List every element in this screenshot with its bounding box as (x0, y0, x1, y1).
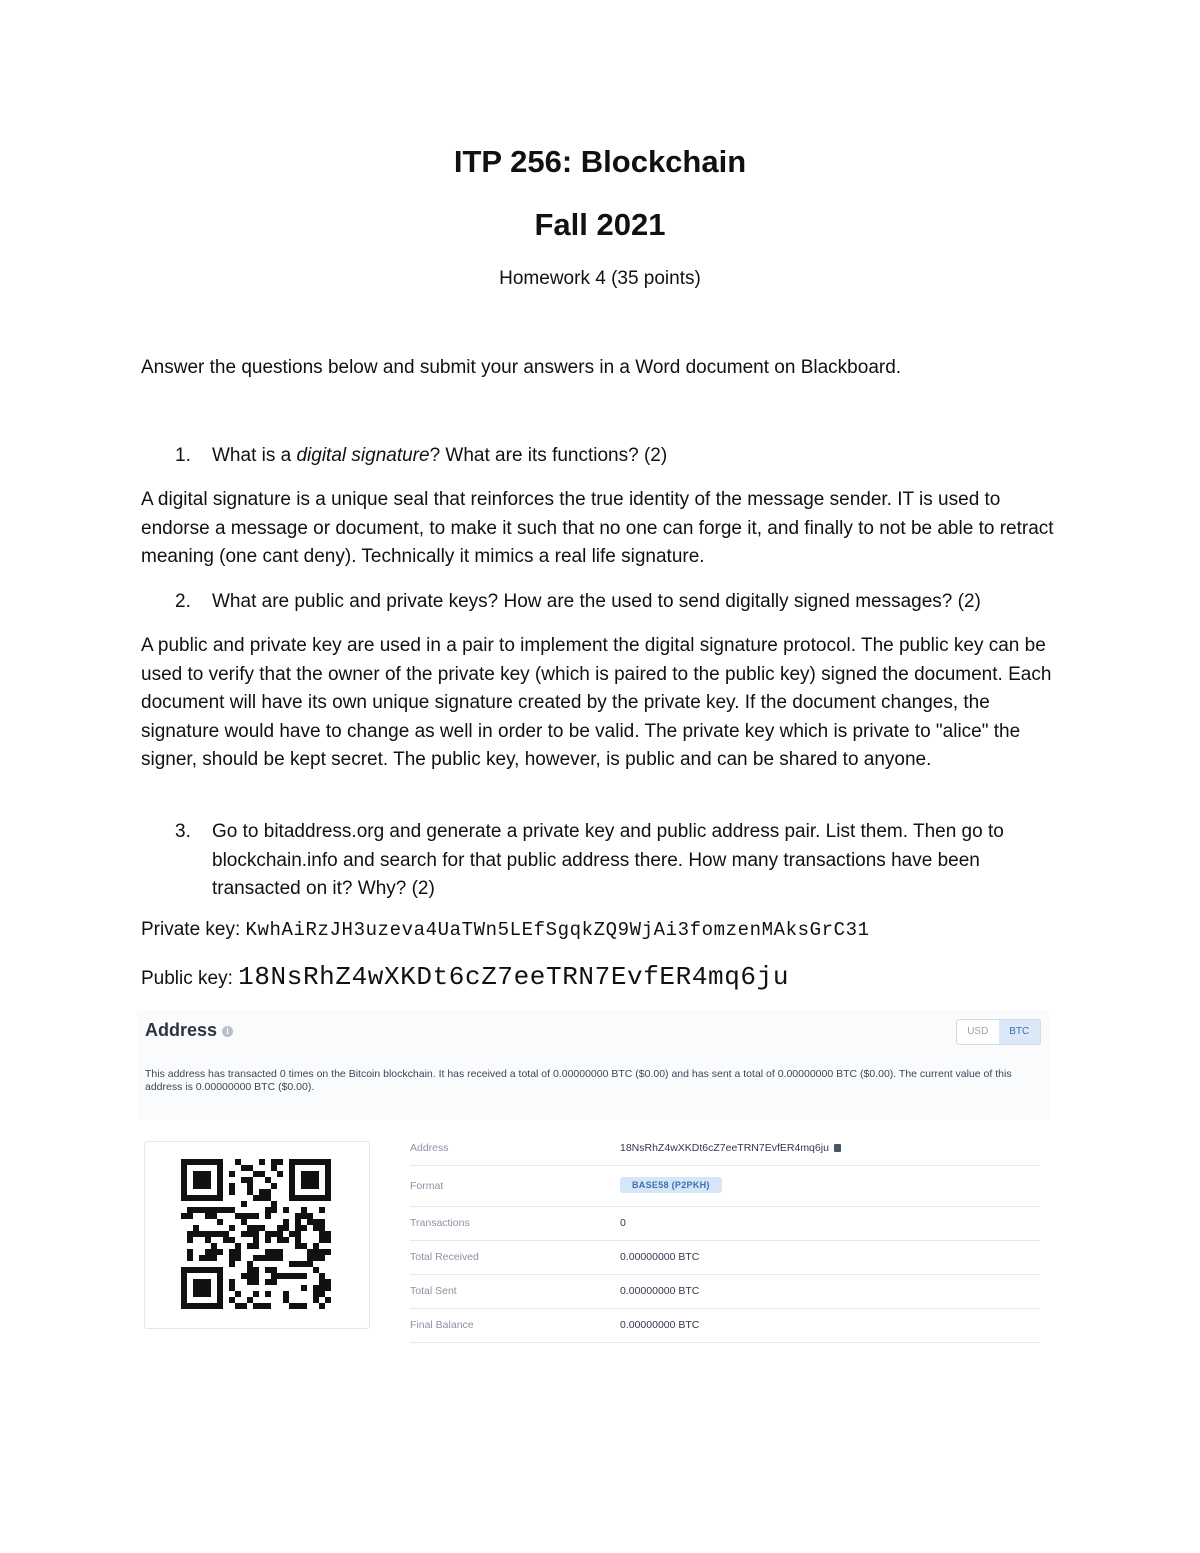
copy-icon[interactable] (834, 1144, 841, 1152)
detail-label: Total Received (410, 1251, 479, 1263)
question-number: 2. (175, 591, 191, 612)
detail-label: Address (410, 1142, 449, 1154)
detail-row-transactions (410, 1207, 1040, 1241)
answer-1: A digital signature is a unique seal that reinforces the true identity of the message sender. IT is used to endorse a message or document, to make it such that no one can forge it, and finally to not be able to retract meaning (one cant deny). Technically it mimics a real life signature. (141, 489, 1054, 568)
question-text: What are public and private keys? How are the used to send digitally signed messages? (2) (212, 591, 981, 612)
qr-card (144, 1141, 370, 1329)
question-text-italic: digital signature (296, 445, 430, 466)
detail-label: Final Balance (410, 1319, 474, 1331)
public-key-label: Public key: (141, 968, 233, 989)
detail-row-total-sent (410, 1275, 1040, 1309)
question-number: 3. (175, 821, 191, 842)
homework-subtitle: Homework 4 (35 points) (499, 268, 701, 289)
question-text: Go to bitaddress.org and generate a private key and public address pair. List them. Then go to blockchain.info and search for that public address there. How many transactions have been transacted on it? Why? (2) (212, 821, 1004, 900)
question-number: 1. (175, 445, 191, 466)
format-badge: BASE58 (P2PKH) (620, 1177, 722, 1193)
address-heading (145, 1020, 233, 1041)
detail-label: Transactions (410, 1217, 470, 1229)
currency-toggle[interactable] (956, 1019, 1041, 1045)
question-2 (141, 588, 1051, 617)
detail-value (620, 1142, 841, 1154)
detail-row-final-balance (410, 1309, 1040, 1343)
private-key-value: KwhAiRzJH3uzeva4UaTWn5LEfSgqkZQ9WjAi3fomzenMAksGrC31 (245, 919, 870, 941)
address-summary: This address has transacted 0 times on the Bitcoin blockchain. It has received a total of 0.00000000 BTC ($0.00) and has sent a total of 0.00000000 BTC ($0.00). The current value of this address is 0.00000000 BTC ($0.00). (145, 1068, 1012, 1093)
question-text (212, 442, 1051, 471)
qr-code-icon (181, 1159, 331, 1309)
detail-value: 0 (620, 1217, 626, 1229)
answer-2: A public and private key are used in a pair to implement the digital signature protocol. The public key can be used to verify that the owner of the private key (which is paired to the public key) signed the document. Each document will have its own unique signature created by the private key. If the document changes, the signature would have to change as well in order to be valid. The private key which is private to "alice" the signer, should be kept secret. The public key, however, is public and can be shared to anyone. (141, 635, 1052, 771)
address-heading-text: Address (145, 1020, 218, 1040)
term-title: Fall 2021 (534, 207, 666, 242)
address-value[interactable]: 18NsRhZ4wXKDt6cZ7eeTRN7EvfER4mq6ju (620, 1142, 829, 1154)
blockchain-address-screenshot (137, 1010, 1049, 1345)
private-key-label: Private key: (141, 919, 241, 940)
detail-row-total-received (410, 1241, 1040, 1275)
usd-toggle-button[interactable]: USD (967, 1026, 989, 1037)
detail-row-address (410, 1132, 1040, 1166)
info-icon[interactable]: i (222, 1026, 233, 1037)
screenshot-header-band (137, 1010, 1049, 1120)
public-key-value: 18NsRhZ4wXKDt6cZ7eeTRN7EvfER4mq6ju (238, 962, 790, 992)
private-key-line (141, 919, 870, 941)
question-3 (141, 818, 1051, 904)
course-title: ITP 256: Blockchain (453, 144, 747, 179)
question-1 (141, 442, 1051, 471)
detail-value: 0.00000000 BTC (620, 1319, 700, 1331)
instructions: Answer the questions below and submit your answers in a Word document on Blackboard. (141, 357, 902, 378)
detail-label: Format (410, 1180, 444, 1192)
public-key-line (141, 962, 789, 992)
address-details-table (410, 1132, 1040, 1343)
btc-toggle-button[interactable]: BTC (999, 1020, 1041, 1044)
detail-value: 0.00000000 BTC (620, 1251, 700, 1263)
detail-label: Total Sent (410, 1285, 457, 1297)
detail-value: 0.00000000 BTC (620, 1285, 700, 1297)
question-text-part: What is a (212, 445, 297, 466)
question-text-part: ? What are its functions? (2) (429, 445, 668, 466)
detail-row-format (410, 1166, 1040, 1207)
